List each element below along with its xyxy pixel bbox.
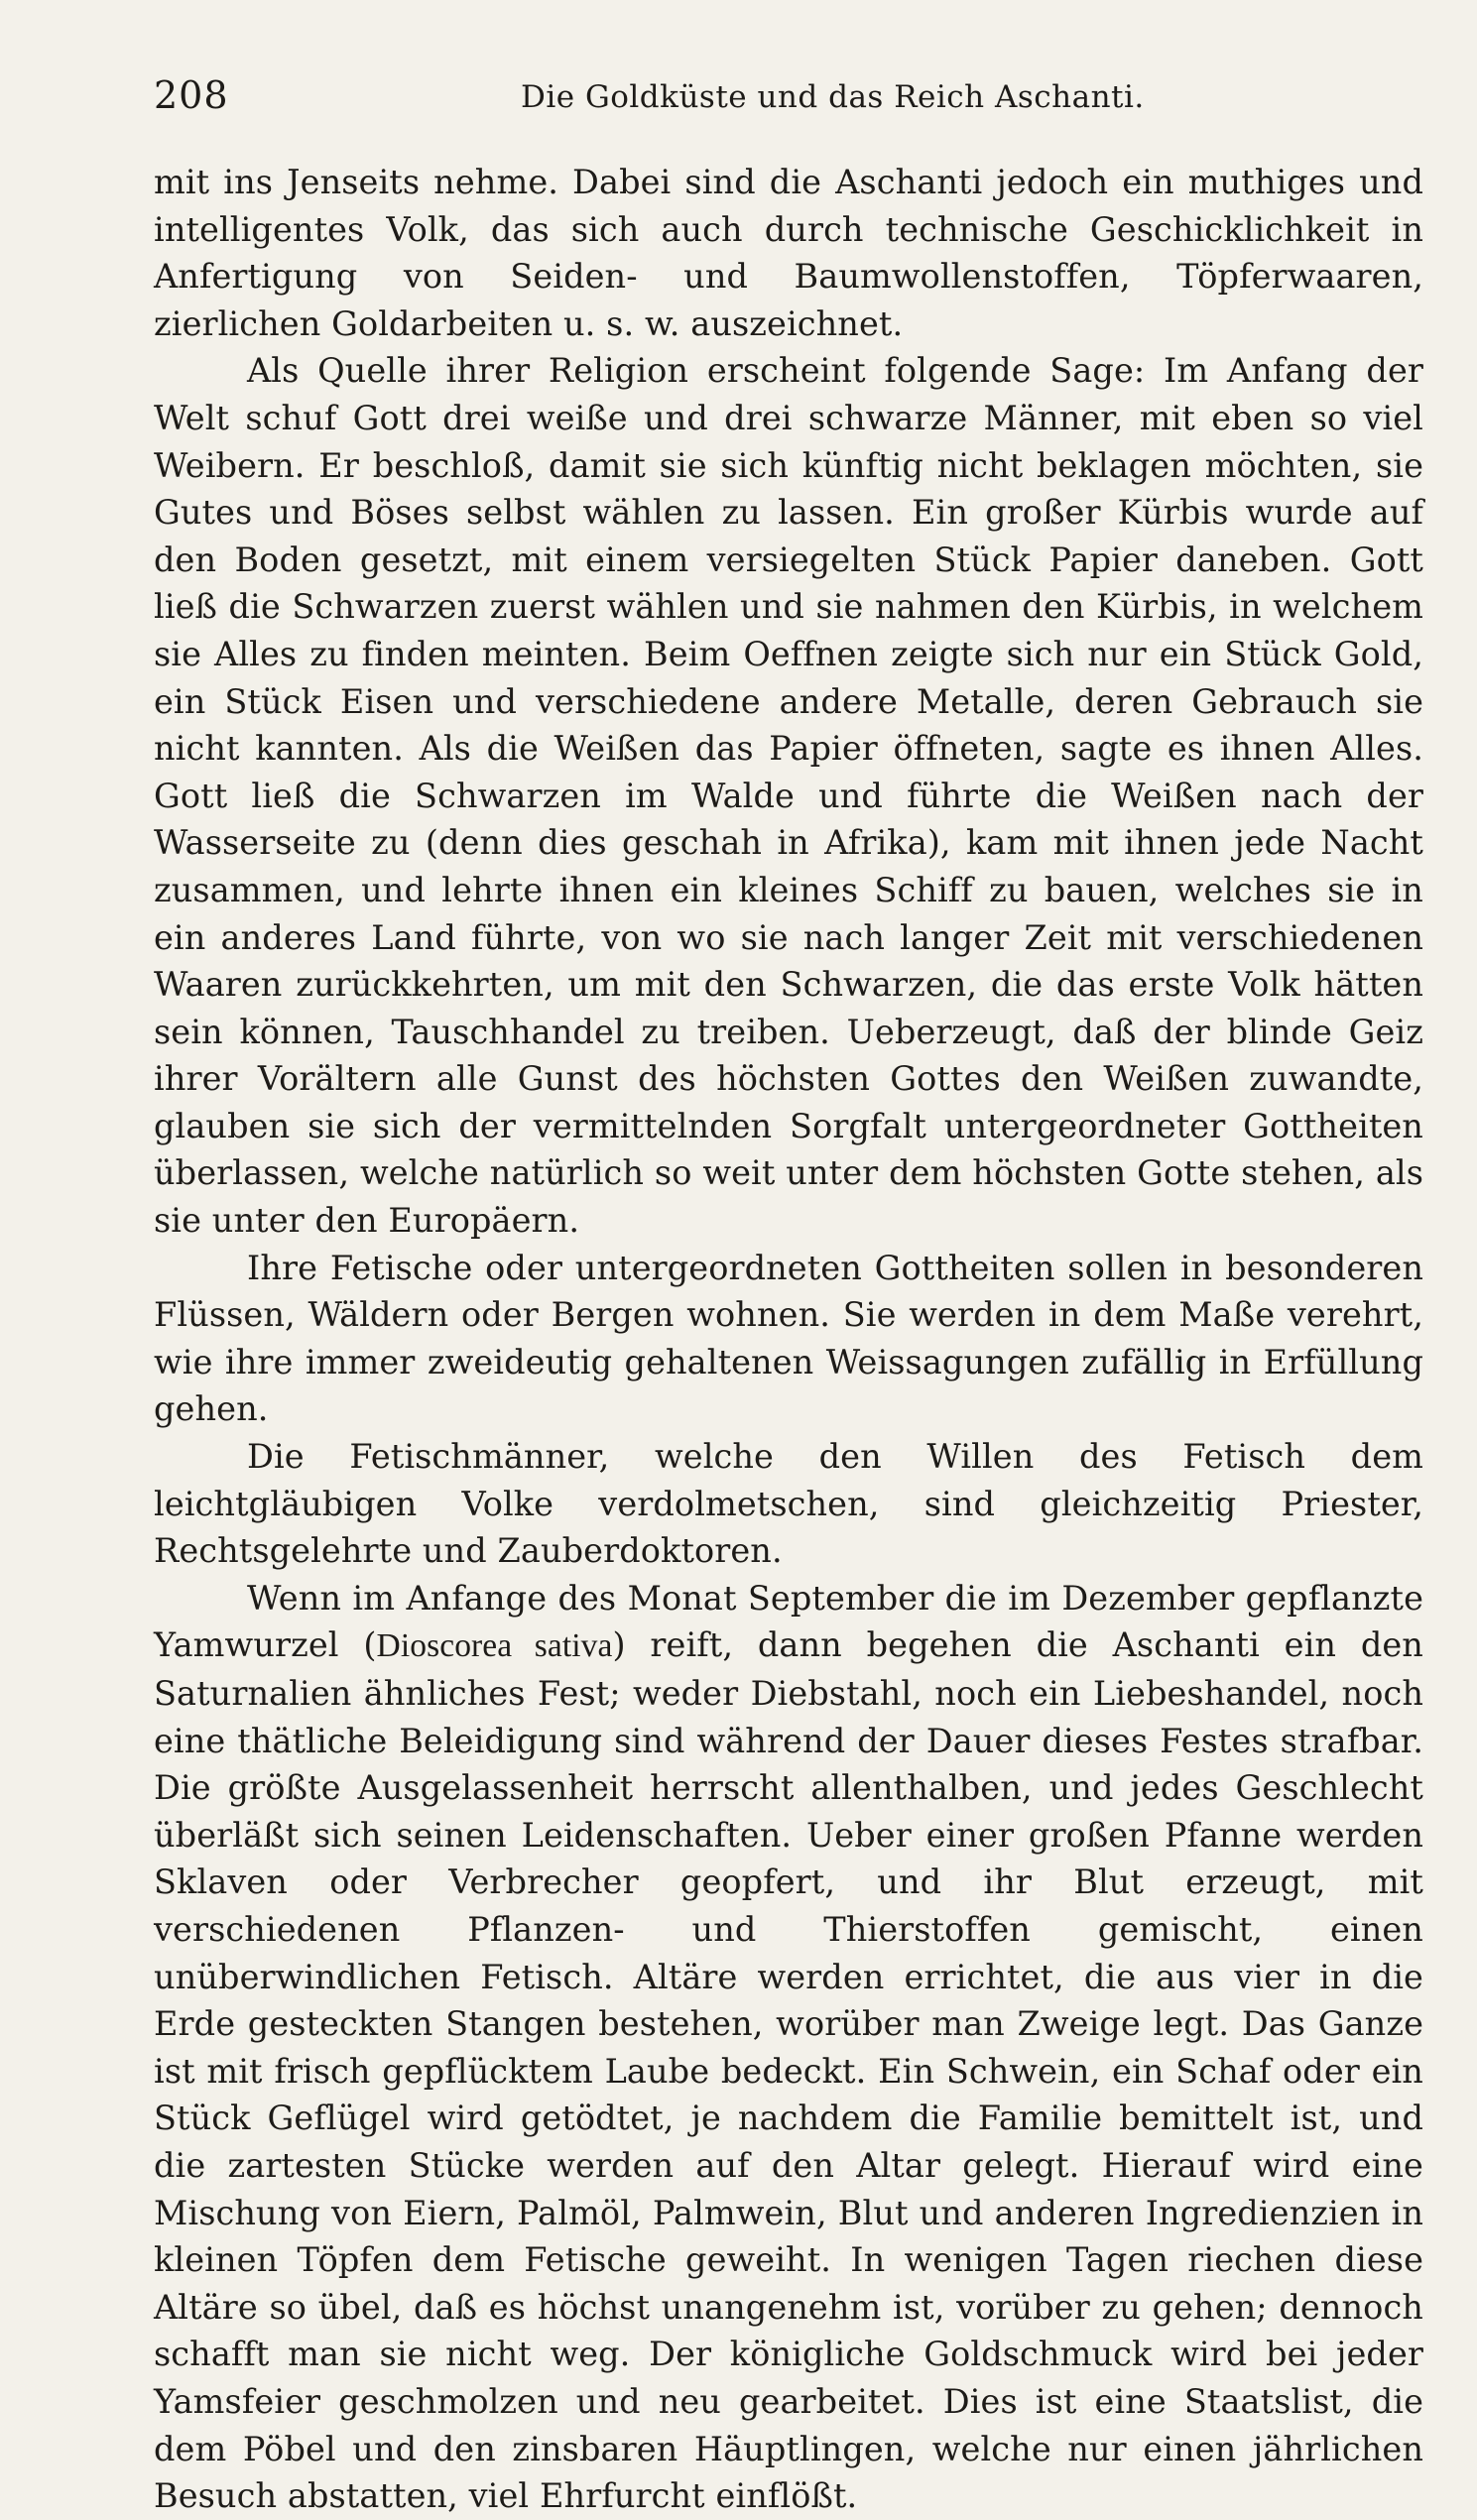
paragraph-5 [154,1575,1423,2520]
paragraph-2: Als Quelle ihrer Religion erscheint folgende Sage: Im Anfang der Welt schuf Gott drei weiße und drei schwarze Männer, mit eben so viel Weibern. Er beschloß, damit sie sich künftig nicht beklagen möchten, sie Gutes und Böses selbst wählen zu lassen. Ein großer Kürbis wurde auf den Boden gesetzt, mit einem versiegelten Stück Papier daneben. Gott ließ die Schwarzen zuerst wählen und sie nahmen den Kürbis, in welchem sie Alles zu finden meinten. Beim Oeffnen zeigte sich nur ein Stück Gold, ein Stück Eisen und verschiedene andere Metalle, deren Gebrauch sie nicht kannten. Als die Weißen das Papier öffneten, sagte es ihnen Alles. Gott ließ die Schwarzen im Walde und führte die Weißen nach der Wasserseite zu (denn dies geschah in Afrika), kam mit ihnen jede Nacht zusammen, und lehrte ihnen ein kleines Schiff zu bauen, welches sie in ein anderes Land führte, von wo sie nach langer Zeit mit verschiedenen Waaren zurückkehrten, um mit den Schwarzen, die das erste Volk hätten sein können, Tauschhandel zu treiben. Ueberzeugt, daß der blinde Geiz ihrer Vorältern alle Gunst des höchsten Gottes den Weißen zuwandte, glauben sie sich der vermittelnden Sorgfalt untergeordneter Gottheiten überlassen, welche natürlich so weit unter dem höchsten Gotte stehen, als sie unter den Europäern. [154,351,1423,1241]
book-page [154,69,1423,2516]
paragraph-4: Die Fetischmänner, welche den Willen des Fetisch dem leichtgläubigen Volke verdolmetschen, sind gleichzeitig Priester, Rechtsgelehrte und Zauberdoktoren. [154,1437,1423,1571]
paragraph-5-text-after: ) reift, dann begehen die Aschanti ein den Saturnalien ähnliches Fest; weder Diebstahl, noch ein Liebeshandel, noch eine thätliche Beleidigung sind während der Dauer dieses Festes strafbar. Die größte Ausgelassenheit herrscht allenthalben, und jedes Geschlecht überläßt sich seinen Leidenschaften. Ueber einer großen Pfanne werden Sklaven oder Verbrecher geopfert, und ihr Blut erzeugt, mit verschiedenen Pflanzen- und Thierstoffen gemischt, einen unüberwindlichen Fetisch. Altäre werden errichtet, die aus vier in die Erde gesteckten Stangen bestehen, worüber man Zweige legt. Das Ganze ist mit frisch gepflücktem Laube bedeckt. Ein Schwein, ein Schaf oder ein Stück Geflügel wird getödtet, je nachdem die Familie bemittelt ist, und die zartesten Stücke werden auf den Altar gelegt. Hierauf wird eine Mischung von Eiern, Palmöl, Palmwein, Blut und anderen Ingredienzien in kleinen Töpfen dem Fetische geweiht. In wenigen Tagen riechen diese Altäre so übel, daß es höchst unangenehm ist, vorüber zu gehen; dennoch schafft man sie nicht weg. Der königliche Goldschmuck wird bei jeder Yamsfeier geschmolzen und neu gearbeitet. Dies ist eine Staatslist, die dem Pöbel und den zinsbaren Häuptlingen, welche nur einen jährlichen Besuch abstatten, viel Ehrfurcht einflößt. [154,1625,1423,2516]
latin-species-name: Dioscorea sativa [376,1627,613,1665]
paragraph-1: mit ins Jenseits nehme. Dabei sind die Aschanti jedoch ein muthiges und intelligentes Volk, das sich auch durch technische Geschicklichkeit in Anfertigung von Seiden- und Baumwollenstoffen, Töpferwaaren, zierlichen Goldarbeiten u. s. w. auszeichnet. [154,163,1423,343]
body-text [154,159,1423,2520]
page-header [154,69,1423,129]
running-title: Die Goldküste und das Reich Aschanti. [521,79,1145,115]
page-number: 208 [154,73,229,117]
paragraph-3: Ihre Fetische oder untergeordneten Gottheiten sollen in besonderen Flüssen, Wäldern oder Bergen wohnen. Sie werden in dem Maße verehrt, wie ihre immer zweideutig gehaltenen Weissagungen zufällig in Erfüllung gehen. [154,1248,1423,1429]
paragraph-5-text-before: Wenn im Anfange des Monat September die im Dezember gepflanzte Yamwurzel ( [154,1578,1423,1665]
